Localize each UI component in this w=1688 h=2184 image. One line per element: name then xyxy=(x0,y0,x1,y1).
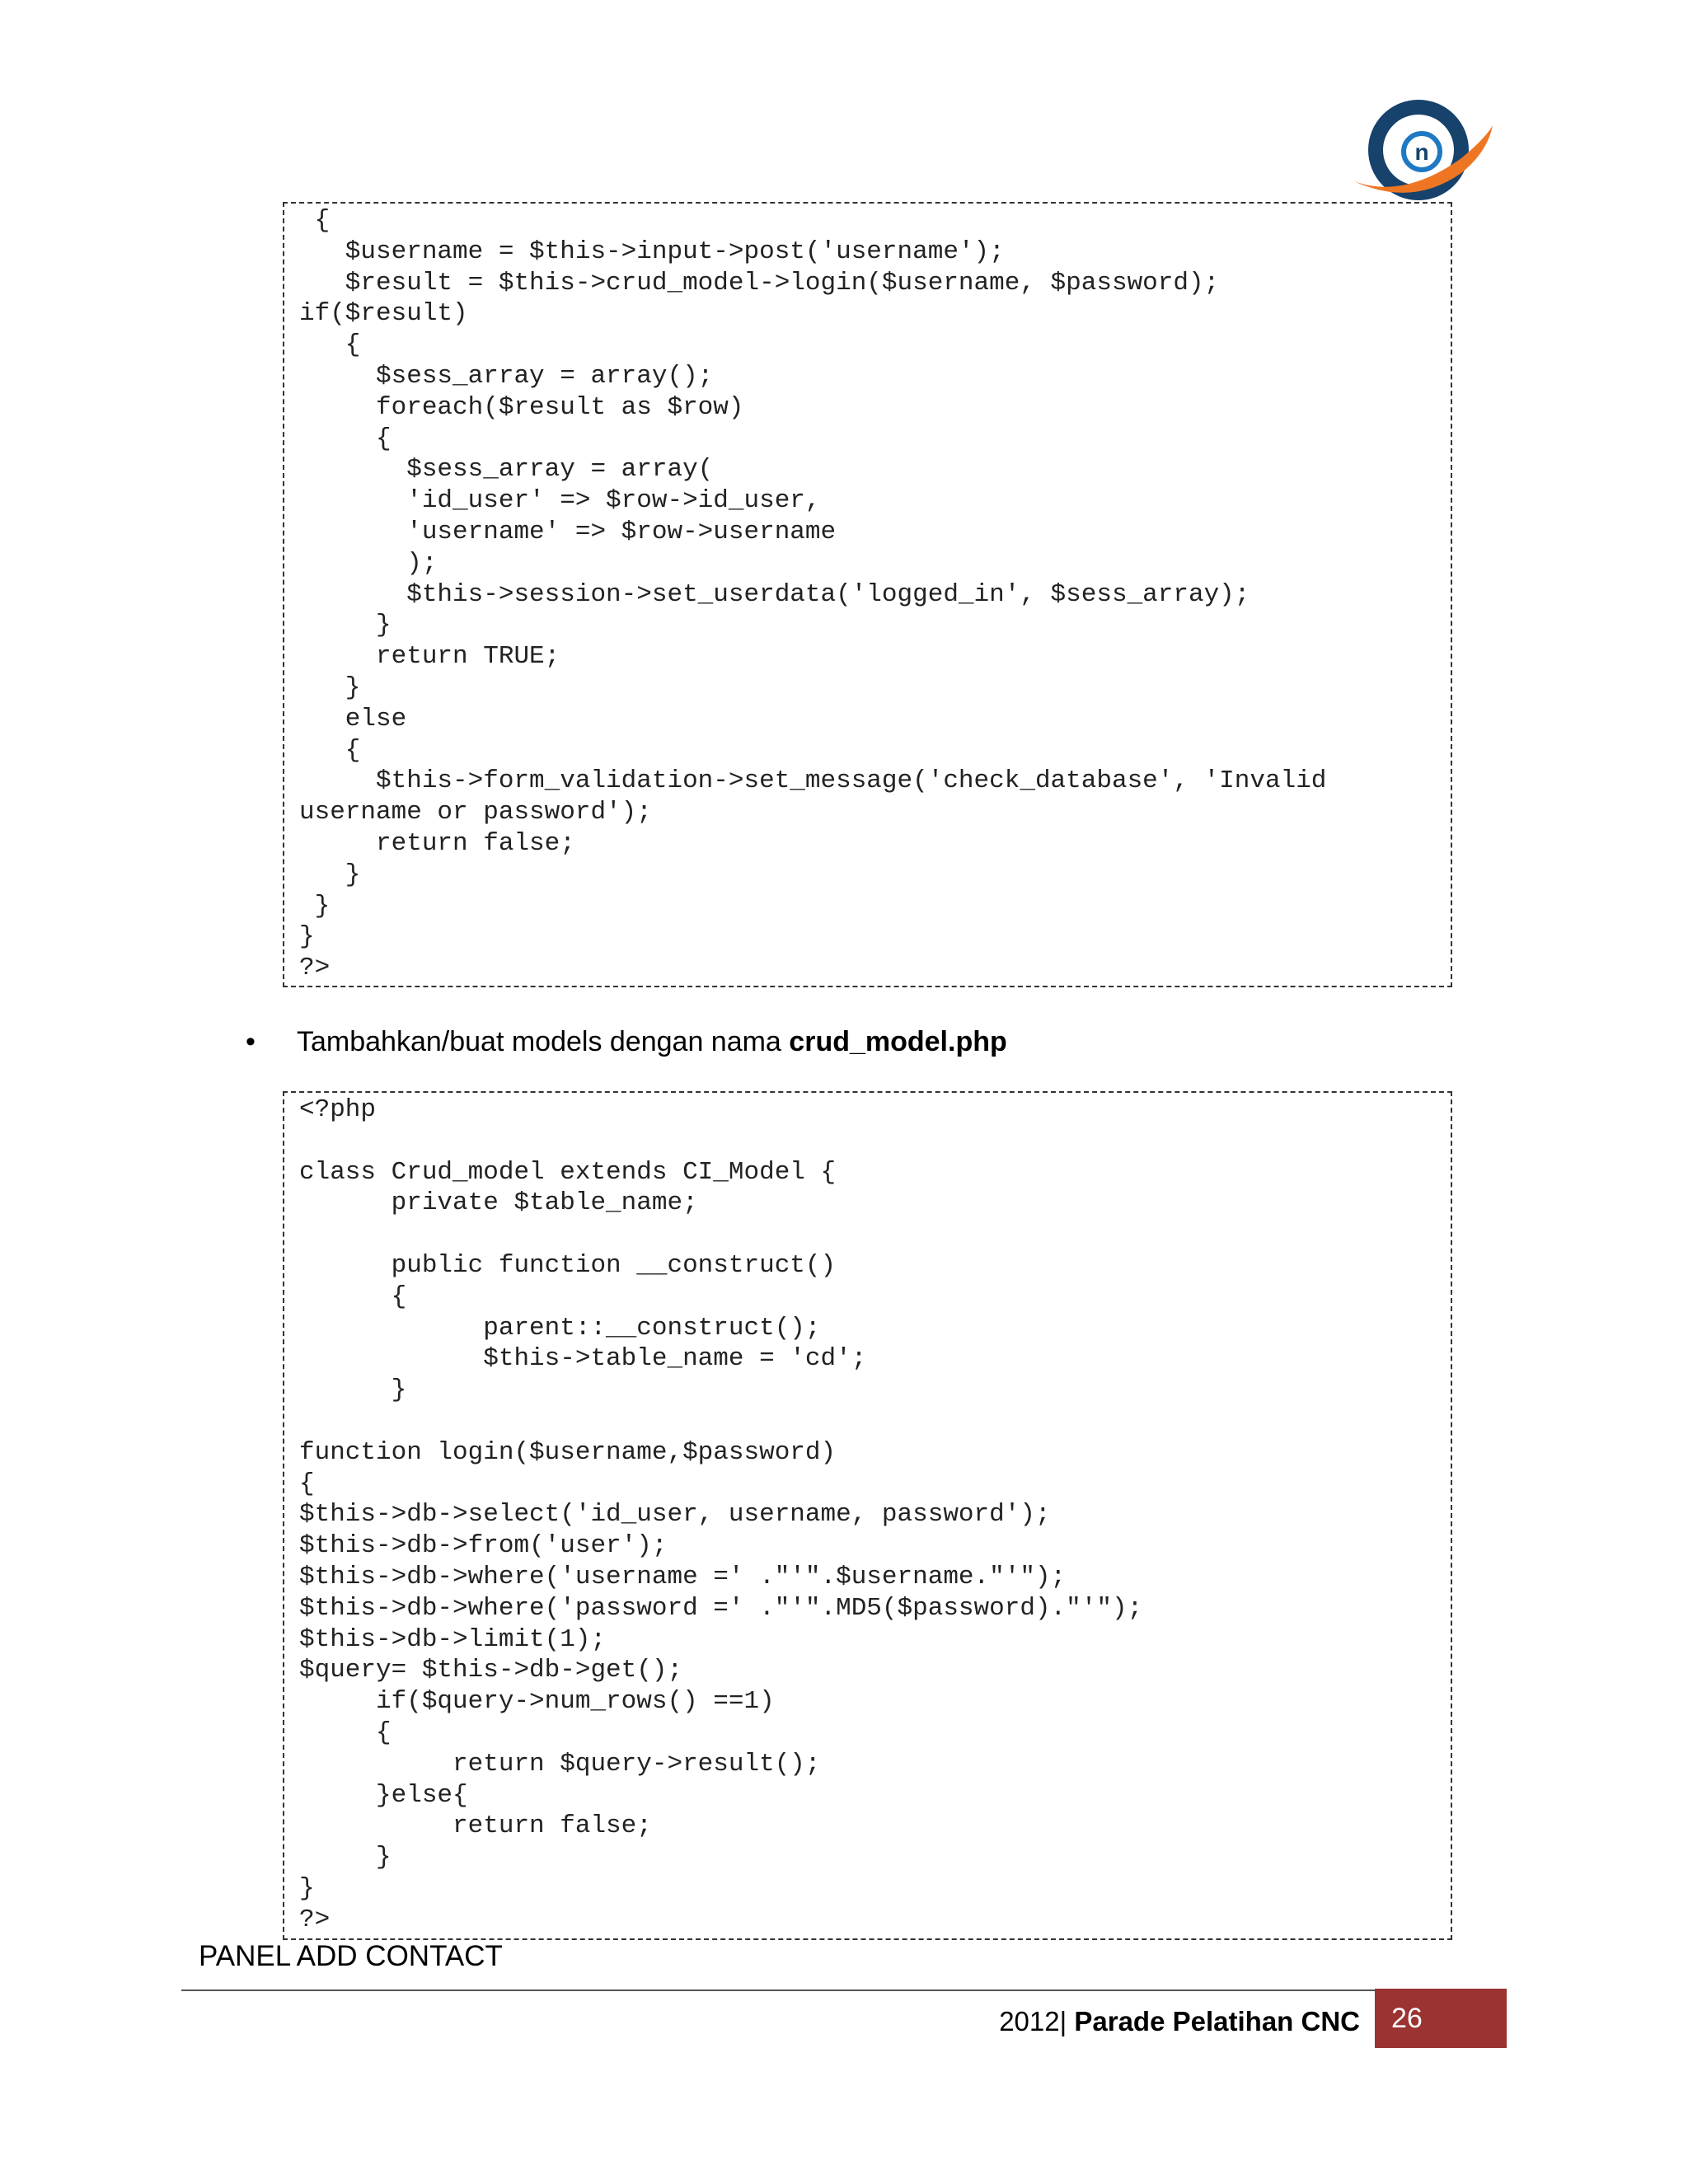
code-line: 'id_user' => $row->id_user, xyxy=(299,486,821,516)
footer-separator: | xyxy=(1059,2006,1067,2036)
code-line: $this->db->where('password =' ."'".MD5($password)."'"); xyxy=(299,1593,1143,1623)
controller-code-block xyxy=(283,202,1452,987)
code-line: } xyxy=(299,1843,392,1872)
code-line: ?> xyxy=(299,1905,331,1934)
code-line: 'username' => $row->username xyxy=(299,517,837,546)
code-line: { xyxy=(299,1469,315,1498)
code-line: $this->form_validation->set_message('check_database', 'Invalid xyxy=(299,766,1327,796)
footer-divider xyxy=(181,1990,1375,1991)
code-line: $this->db->from('user'); xyxy=(299,1531,668,1561)
code-line: } xyxy=(299,673,361,702)
code-line: private $table_name; xyxy=(299,1188,698,1218)
code-line: { xyxy=(299,735,361,765)
code-line: $this->db->where('username =' ."'".$username."'"); xyxy=(299,1562,1067,1591)
code-line: $query= $this->db->get(); xyxy=(299,1656,683,1685)
page-number: 26 xyxy=(1375,1989,1507,2048)
code-line: $result = $this->crud_model->login($username, $password); xyxy=(299,268,1220,298)
code-line: { xyxy=(299,206,331,235)
code-line: function login($username,$password) xyxy=(299,1437,837,1467)
code-line: $sess_array = array(); xyxy=(299,361,714,391)
code-line: $this->table_name = 'cd'; xyxy=(299,1344,867,1374)
code-line: ?> xyxy=(299,954,331,983)
code-line: return TRUE; xyxy=(299,642,560,672)
code-line: { xyxy=(299,330,361,360)
code-line: } xyxy=(299,611,392,640)
code-line: $username = $this->input->post('username'); xyxy=(299,237,1005,266)
model-code-block xyxy=(283,1091,1452,1940)
code-line: class Crud_model extends CI_Model { xyxy=(299,1157,837,1187)
logo-letter: n xyxy=(1414,139,1429,165)
code-line: { xyxy=(299,1282,407,1311)
code-line: if($query->num_rows() ==1) xyxy=(299,1687,775,1717)
code-line: $this->db->limit(1); xyxy=(299,1624,607,1654)
code-line: return $query->result(); xyxy=(299,1749,821,1779)
code-line: public function __construct() xyxy=(299,1250,837,1280)
section-heading: PANEL ADD CONTACT xyxy=(199,1940,503,1972)
code-line: username or password'); xyxy=(299,798,652,827)
footer-year: 2012 xyxy=(999,2006,1060,2036)
code-line: parent::__construct(); xyxy=(299,1313,821,1343)
code-line: else xyxy=(299,704,407,733)
code-line: } xyxy=(299,1873,315,1903)
code-line: ); xyxy=(299,548,438,578)
code-line: foreach($result as $row) xyxy=(299,392,744,422)
code-line: { xyxy=(299,424,392,453)
footer-text xyxy=(824,2003,1360,2041)
code-line: } xyxy=(299,860,361,889)
code-line: } xyxy=(299,1376,407,1405)
bullet-instruction xyxy=(246,1024,1007,1060)
code-line: $sess_array = array( xyxy=(299,455,714,485)
code-line: }else{ xyxy=(299,1780,468,1810)
code-line: } xyxy=(299,922,315,952)
code-line: $this->session->set_userdata('logged_in', $sess_array); xyxy=(299,579,1250,609)
cnc-logo xyxy=(1346,92,1494,208)
bullet-filename: crud_model.php xyxy=(789,1026,1007,1057)
code-line: return false; xyxy=(299,1811,652,1841)
code-line: } xyxy=(299,891,331,921)
code-line: if($result) xyxy=(299,299,468,329)
code-line: <?php xyxy=(299,1095,377,1124)
bullet-icon: • xyxy=(246,1026,256,1057)
bullet-text: Tambahkan/buat models dengan nama xyxy=(297,1026,790,1057)
code-line: $this->db->select('id_user, username, password'); xyxy=(299,1500,1051,1530)
code-line: { xyxy=(299,1718,392,1747)
cnc-logo-icon xyxy=(1346,92,1494,208)
code-line: return false; xyxy=(299,828,575,858)
footer-title: Parade Pelatihan CNC xyxy=(1074,2006,1360,2036)
